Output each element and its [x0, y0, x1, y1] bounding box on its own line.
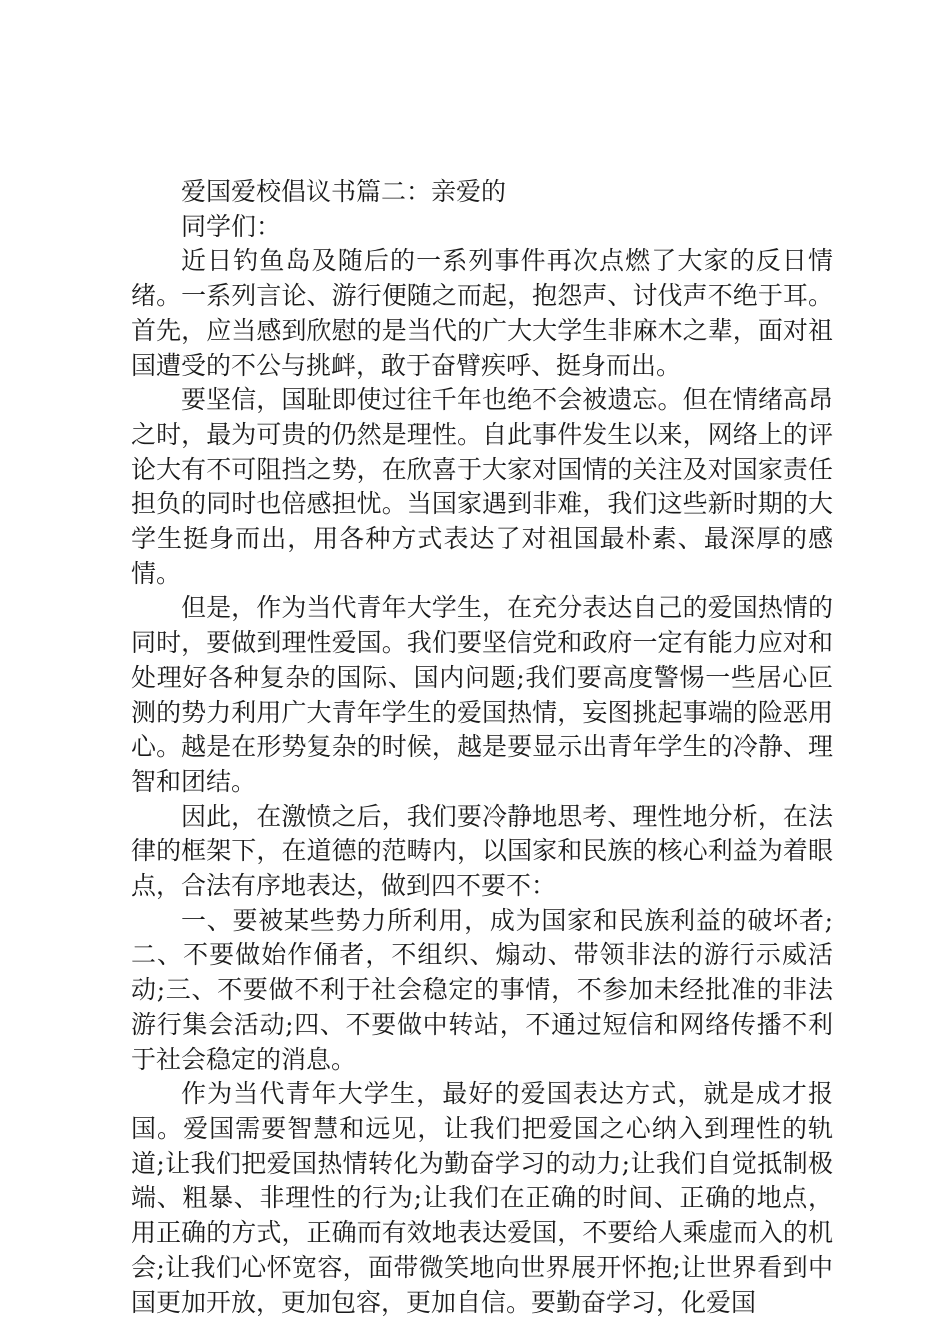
document-body — [131, 175, 833, 1320]
title-line: 爱国爱校倡议书篇二：亲爱的 — [181, 177, 507, 206]
paragraph-3: 但是，作为当代青年大学生，在充分表达自己的爱国热情的同时，要做到理性爱国。我们要坚信党和政府一定有能力应对和处理好各种复杂的国际、国内问题;我们要高度警惕一些居心叵测的势力利用广大青年学生的爱国热情，妄图挑起事端的险恶用心。越是在形势复杂的时候，越是要显示出青年学生的冷静、理智和团结。 — [131, 593, 833, 796]
paragraph-6: 作为当代青年大学生，最好的爱国表达方式，就是成才报国。爱国需要智慧和远见，让我们把爱国之心纳入到理性的轨道;让我们把爱国热情转化为勤奋学习的动力;让我们自觉抵制极端、粗暴、非理性的行为;让我们在正确的时间、正确的地点，用正确的方式，正确而有效地表达爱国，不要给人乘虚而入的机会;让我们心怀宽容，面带微笑地向世界展开怀抱;让世界看到中国更加开放，更加包容，更加自信。要勤奋学习，化爱国 — [131, 1079, 833, 1317]
paragraph-5: 一、要被某些势力所利用，成为国家和民族利益的破坏者;二、不要做始作俑者，不组织、煽动、带领非法的游行示威活动;三、不要做不利于社会稳定的事情，不参加未经批准的非法游行集会活动;四、不要做中转站，不通过短信和网络传播不利于社会稳定的消息。 — [131, 905, 833, 1074]
salutation: 同学们： — [181, 211, 282, 241]
paragraph-2: 要坚信，国耻即使过往千年也绝不会被遗忘。但在情绪高昂之时，最为可贵的仍然是理性。自此事件发生以来，网络上的评论大有不可阻挡之势，在欣喜于大家对国情的关注及对国家责任担负的同时也倍感担忧。当国家遇到非难，我们这些新时期的大学生挺身而出，用各种方式表达了对祖国最朴素、最深厚的感情。 — [131, 385, 833, 588]
paragraph-1: 近日钓鱼岛及随后的一系列事件再次点燃了大家的反日情绪。一系列言论、游行便随之而起，抱怨声、讨伐声不绝于耳。首先，应当感到欣慰的是当代的广大大学生非麻木之辈，面对祖国遭受的不公与挑衅，敢于奋臂疾呼、挺身而出。 — [131, 246, 833, 380]
paragraph-4: 因此，在激愤之后，我们要冷静地思考、理性地分析，在法律的框架下，在道德的范畴内，以国家和民族的核心利益为着眼点，合法有序地表达，做到四不要不： — [131, 801, 833, 901]
